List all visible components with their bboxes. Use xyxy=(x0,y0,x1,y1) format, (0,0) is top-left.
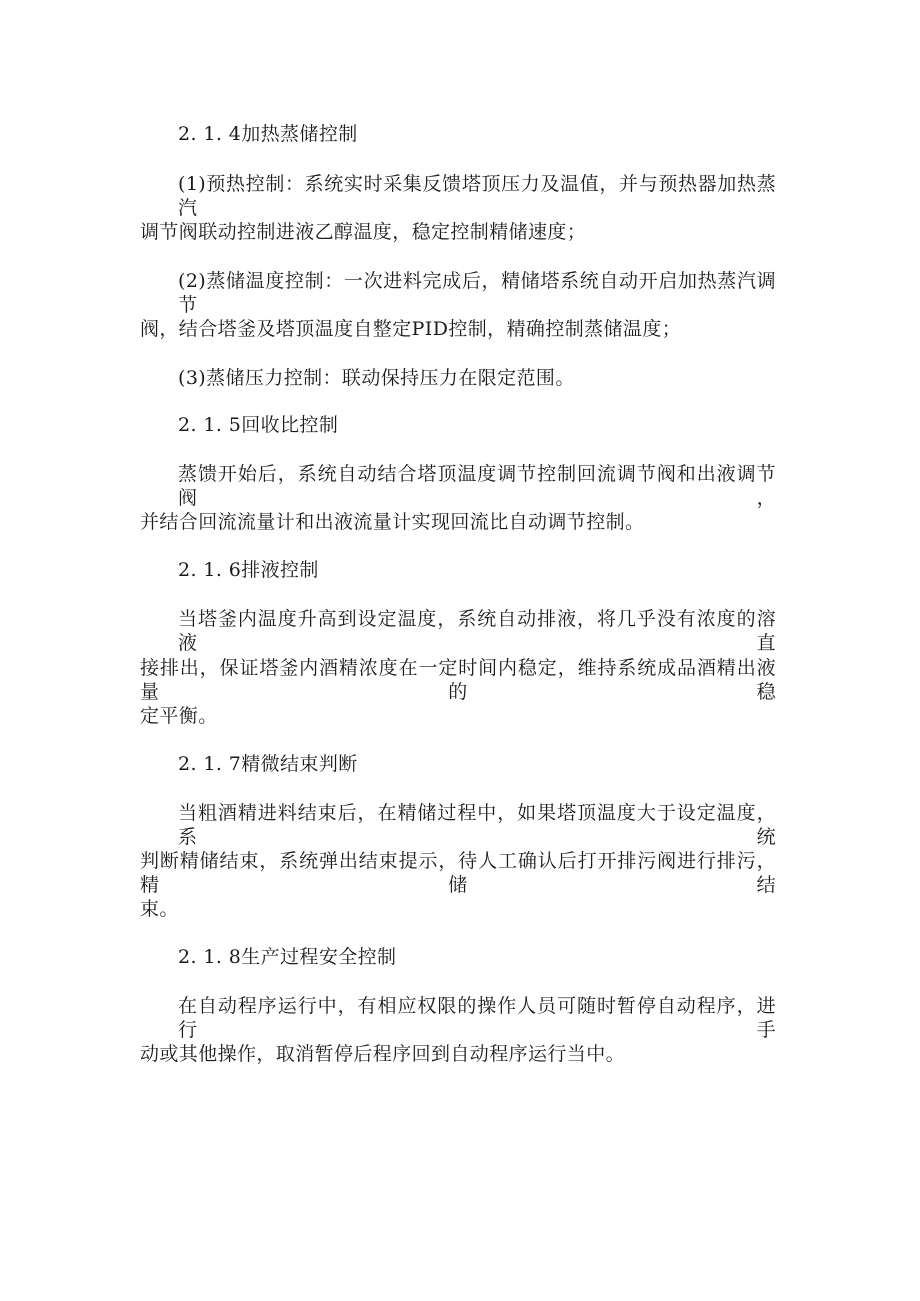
end-judgment-body-line-2: 判断精储结束，系统弹出结束提示，待人工确认后打开排污阀进行排污，精储结 xyxy=(140,850,776,896)
safety-body-line-1: 在自动程序运行中，有相应权限的操作人员可随时暂停自动程序，进行手 xyxy=(178,995,776,1041)
item-temperature-line-2: 阀，结合塔釜及塔顶温度自整定PID控制，精确控制蒸储温度； xyxy=(140,318,682,340)
end-judgment-body-line-1: 当粗酒精进料结束后，在精储过程中，如果塔顶温度大于设定温度，系统 xyxy=(178,802,776,848)
section-heading-2-1-4: 2. 1. 4加热蒸储控制 xyxy=(178,123,358,145)
reflux-body-line-2: 并结合回流流量计和出液流量计实现回流比自动调节控制。 xyxy=(140,511,645,533)
section-heading-2-1-5: 2. 1. 5回收比控制 xyxy=(178,414,339,436)
item-preheat-line-2: 调节阀联动控制进液乙醇温度，稳定控制精储速度； xyxy=(140,221,587,243)
item-preheat-line-1: (1)预热控制：系统实时采集反馈塔顶压力及温值，并与预热器加热蒸汽 xyxy=(178,173,776,219)
drain-body-line-2: 接排出，保证塔釜内酒精浓度在一定时间内稳定，维持系统成品酒精出液量的稳 xyxy=(140,657,776,703)
section-heading-2-1-8: 2. 1. 8生产过程安全控制 xyxy=(178,946,397,968)
reflux-body-line-1: 蒸馈开始后，系统自动结合塔顶温度调节控制回流调节阀和出液调节阀， xyxy=(178,463,776,509)
safety-body-line-2: 动或其他操作，取消暂停后程序回到自动程序运行当中。 xyxy=(140,1043,626,1065)
item-temperature-line-1: (2)蒸储温度控制：一次进料完成后，精储塔系统自动开启加热蒸汽调节 xyxy=(178,270,776,316)
drain-body-line-1: 当塔釜内温度升高到设定温度，系统自动排液，将几乎没有浓度的溶液直 xyxy=(178,608,776,654)
item-pressure-line-1: (3)蒸储压力控制：联动保持压力在限定范围。 xyxy=(178,367,575,389)
end-judgment-body-line-3: 束。 xyxy=(140,898,179,920)
section-heading-2-1-6: 2. 1. 6排液控制 xyxy=(178,559,319,581)
section-heading-2-1-7: 2. 1. 7精微结束判断 xyxy=(178,753,358,775)
drain-body-line-3: 定平衡。 xyxy=(140,705,218,727)
